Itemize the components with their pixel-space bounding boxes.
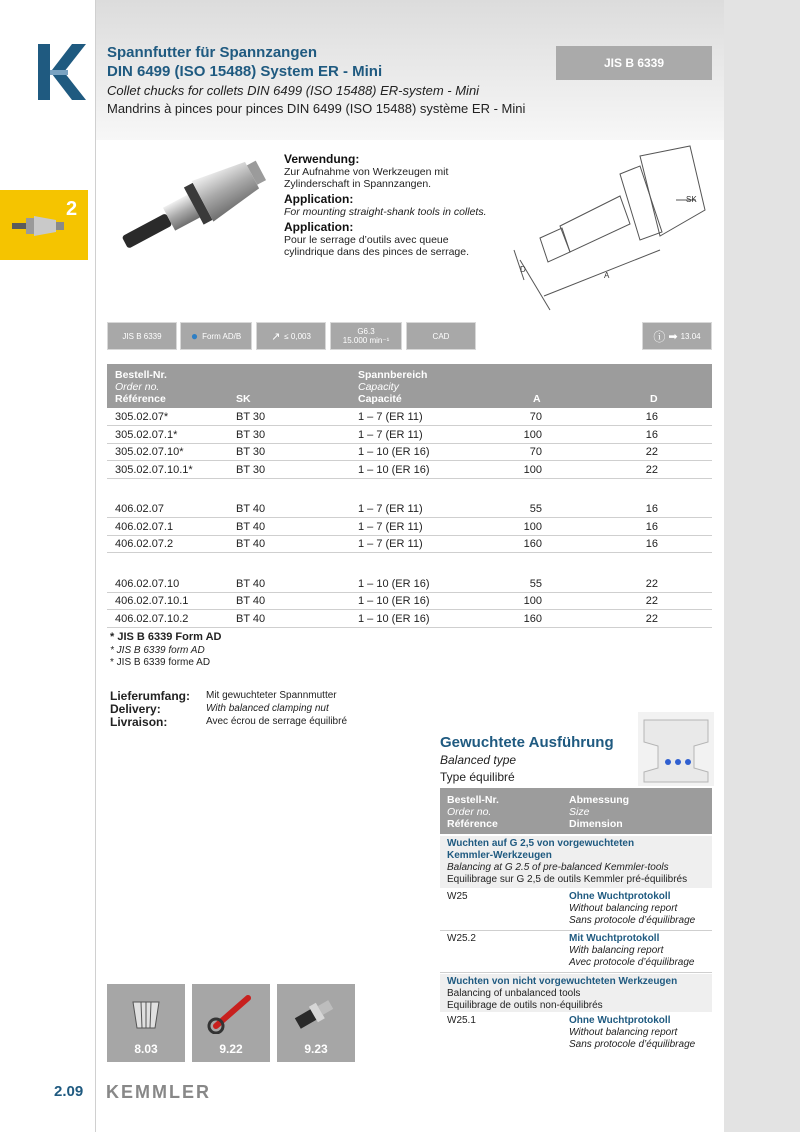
cell-d: 16 <box>645 428 658 441</box>
cell-sk: BT 40 <box>236 595 266 607</box>
cell-order-no: 406.02.07.10 <box>115 577 180 590</box>
usage-text-en: For mounting straight-shank tools in collets. <box>284 206 487 218</box>
delivery-label-fr: Livraison: <box>110 715 168 729</box>
row-en: Without balancing report <box>569 1027 678 1038</box>
balanced-holder-photo <box>638 712 714 786</box>
cell-sk: BT 40 <box>236 520 266 533</box>
usage-text-fr-2: cylindrique dans des pinces de serrage. <box>284 246 470 258</box>
cell-a: 100 <box>523 463 542 476</box>
cell-capacity: 1 – 7 (ER 11) <box>358 503 423 515</box>
brand-name: KEMMLER <box>106 1082 211 1102</box>
pull-stud-icon <box>291 992 341 1034</box>
bal-header-order-en: Order no. <box>447 806 492 818</box>
cell-sk: BT 40 <box>236 503 266 515</box>
right-margin-band <box>724 0 800 1132</box>
section2-de: Wuchten von nicht vorgewuchteten Werkzeugen <box>447 976 678 987</box>
bal-header-order-fr: Référence <box>447 818 498 830</box>
footnote-de: * JIS B 6339 Form AD <box>110 631 222 643</box>
drawing-label-a: A <box>604 271 610 280</box>
cell-a: 55 <box>529 503 542 515</box>
footnote-en: * JIS B 6339 form AD <box>110 645 205 656</box>
header-sk: SK <box>236 393 251 405</box>
kemmler-logo-icon <box>38 44 86 100</box>
header-order-fr: Référence <box>115 393 166 405</box>
cell-capacity: 1 – 10 (ER 16) <box>358 595 430 607</box>
section1-fr: Equilibrage sur G 2,5 de outils Kemmler pré-équilibrés <box>447 874 688 885</box>
table-row <box>107 501 712 518</box>
footnote-fr: * JIS B 6339 forme AD <box>110 657 211 668</box>
cell-sk: BT 40 <box>236 538 266 550</box>
cell-a: 160 <box>523 538 542 550</box>
title-fr: Mandrins à pinces pour pinces DIN 6499 (ISO 15488) système ER - Mini <box>107 101 526 116</box>
cell-order-no: 305.02.07.10* <box>115 446 184 458</box>
cell-a: 55 <box>529 577 542 590</box>
collet-icon <box>125 992 167 1034</box>
header-order-de: Bestell-Nr. <box>115 369 167 381</box>
accessory-tile-wrench[interactable] <box>192 984 270 1062</box>
usage-text-fr-1: Pour le serrage d’outils avec queue <box>284 234 449 246</box>
row-code: W25.1 <box>447 1015 476 1026</box>
section2-en: Balancing of unbalanced tools <box>447 988 581 999</box>
cell-order-no: 406.02.07.2 <box>115 538 174 550</box>
cell-sk: BT 30 <box>236 446 266 458</box>
cell-d: 16 <box>645 520 658 533</box>
row-fr: Sans protocole d’équilibrage <box>569 915 696 926</box>
balanced-row <box>440 889 712 931</box>
cell-capacity: 1 – 7 (ER 11) <box>358 520 423 533</box>
cell-d: 22 <box>645 446 658 458</box>
cell-order-no: 305.02.07* <box>115 411 169 423</box>
row-code: W25.2 <box>447 933 476 944</box>
cell-a: 100 <box>523 428 542 441</box>
table-row <box>107 519 712 536</box>
cell-capacity: 1 – 10 (ER 16) <box>358 446 430 458</box>
title-de-2: DIN 6499 (ISO 15488) System ER - Mini <box>107 63 383 80</box>
row-fr: Sans protocole d’équilibrage <box>569 1039 696 1050</box>
spec-runout-text: ≤ 0,003 <box>284 331 311 341</box>
row-fr: Avec protocole d’équilibrage <box>569 957 695 968</box>
bal-header-order-de: Bestell-Nr. <box>447 794 499 806</box>
spec-cad-text: CAD <box>432 331 450 341</box>
spec-form-text: Form AD/B <box>202 331 242 341</box>
cell-d: 22 <box>645 577 658 590</box>
accessory-ref: 8.03 <box>134 1042 158 1056</box>
title-en: Collet chucks for collets DIN 6499 (ISO 15488) ER-system - Mini <box>107 83 480 98</box>
section1-de-1: Wuchten auf G 2,5 von vorgewuchteten <box>447 838 635 849</box>
spec-info-ref: 13.04 <box>680 331 701 341</box>
cell-order-no: 406.02.07 <box>115 503 164 515</box>
spec-jis-text: JIS B 6339 <box>122 331 162 341</box>
cell-order-no: 406.02.07.10.2 <box>115 612 189 625</box>
accessory-ref: 9.22 <box>219 1042 243 1056</box>
row-de: Ohne Wuchtprotokoll <box>569 1015 671 1026</box>
cell-capacity: 1 – 7 (ER 11) <box>358 411 423 423</box>
delivery-text-de: Mit gewuchteter Spannmutter <box>206 690 337 701</box>
delivery-label-en: Delivery: <box>110 702 161 716</box>
balanced-row <box>440 931 712 973</box>
spec-form <box>180 322 252 350</box>
delivery-text-fr: Avec écrou de serrage équilibré <box>206 716 348 727</box>
usage-text-de-1: Zur Aufnahme von Werkzeugen mit <box>284 166 449 178</box>
delivery-label-de: Lieferumfang: <box>110 689 191 703</box>
arrow-right-icon: ➡ <box>668 330 678 343</box>
table-row <box>107 611 712 628</box>
balanced-table-header <box>440 788 712 834</box>
cell-a: 70 <box>529 446 542 458</box>
balanced-row <box>440 1013 712 1055</box>
header-a: A <box>533 393 541 405</box>
table-row <box>107 427 712 444</box>
drawing-label-sk: SK <box>686 195 697 204</box>
balanced-title-fr: Type équilibré <box>440 770 515 784</box>
cell-capacity: 1 – 7 (ER 11) <box>358 428 423 441</box>
spec-info[interactable] <box>642 322 712 350</box>
cell-sk: BT 30 <box>236 428 266 441</box>
cell-a: 70 <box>529 411 542 423</box>
cell-a: 160 <box>523 612 542 625</box>
spec-balance-speed: 15.000 min⁻¹ <box>342 336 390 345</box>
cell-d: 22 <box>645 463 658 476</box>
cell-d: 22 <box>645 612 658 625</box>
cell-capacity: 1 – 10 (ER 16) <box>358 612 430 625</box>
accessory-tile-collet[interactable] <box>107 984 185 1062</box>
cell-capacity: 1 – 10 (ER 16) <box>358 463 430 476</box>
cell-d: 16 <box>645 503 658 515</box>
drawing-label-d: D <box>520 265 526 274</box>
main-table-header <box>107 364 712 408</box>
bal-header-dim-en: Size <box>569 806 590 818</box>
table-row <box>107 409 712 426</box>
page-number: 2.09 <box>54 1083 84 1100</box>
cell-sk: BT 30 <box>236 411 266 423</box>
cell-order-no: 406.02.07.10.1 <box>115 595 189 607</box>
usage-label-de: Verwendung: <box>284 152 360 166</box>
chapter-number: 2 <box>66 198 78 220</box>
table-row <box>107 593 712 610</box>
section1-de-2: Kemmler-Werkzeugen <box>447 850 552 861</box>
left-margin <box>0 0 96 1132</box>
section2-fr: Equilibrage de outils non-équilibrés <box>447 1000 603 1011</box>
info-icon: ⓘ <box>653 329 666 344</box>
header-cap-en: Capacity <box>358 381 399 393</box>
usage-label-fr: Application: <box>284 220 354 234</box>
table-row <box>107 444 712 461</box>
cell-order-no: 305.02.07.10.1* <box>115 463 193 476</box>
cell-sk: BT 30 <box>236 463 266 476</box>
row-en: Without balancing report <box>569 903 678 914</box>
table-row <box>107 576 712 593</box>
wrench-icon <box>206 992 256 1034</box>
row-en: With balancing report <box>569 945 664 956</box>
cell-d: 16 <box>645 411 658 423</box>
balanced-section-1 <box>440 836 712 888</box>
row-code: W25 <box>447 891 468 902</box>
section1-en: Balancing at G 2.5 of pre-balanced Kemmler-tools <box>447 862 669 873</box>
table-row <box>107 536 712 553</box>
spec-jis <box>107 322 177 350</box>
header-order-en: Order no. <box>115 381 160 393</box>
cell-d: 22 <box>645 595 658 607</box>
technical-drawing <box>500 140 715 320</box>
balanced-title-en: Balanced type <box>440 753 517 767</box>
bal-header-dim-de: Abmessung <box>569 794 630 806</box>
product-photo <box>110 150 275 265</box>
delivery-text-en: With balanced clamping nut <box>206 703 329 714</box>
row-de: Mit Wuchtprotokoll <box>569 933 660 944</box>
cell-a: 100 <box>523 595 542 607</box>
tool-holder-icon <box>8 204 68 248</box>
bal-header-dim-fr: Dimension <box>569 818 623 830</box>
header-cap-de: Spannbereich <box>358 369 428 381</box>
cell-capacity: 1 – 10 (ER 16) <box>358 577 430 590</box>
balanced-title-de: Gewuchtete Ausführung <box>440 734 614 751</box>
title-de-1: Spannfutter für Spannzangen <box>107 44 317 61</box>
cell-order-no: 406.02.07.1 <box>115 520 174 533</box>
spec-balance <box>330 322 402 350</box>
jis-badge: JIS B 6339 <box>556 46 712 80</box>
row-de: Ohne Wuchtprotokoll <box>569 891 671 902</box>
coolant-drop-icon: ● <box>190 329 199 343</box>
cell-order-no: 305.02.07.1* <box>115 428 178 441</box>
usage-label-en: Application: <box>284 192 354 206</box>
cell-d: 16 <box>645 538 658 550</box>
cell-capacity: 1 – 7 (ER 11) <box>358 538 423 550</box>
cell-a: 100 <box>523 520 542 533</box>
spec-runout <box>256 322 326 350</box>
spec-cad[interactable] <box>406 322 476 350</box>
header-cap-fr: Capacité <box>358 393 402 405</box>
cell-sk: BT 40 <box>236 612 266 625</box>
accessory-ref: 9.23 <box>304 1042 328 1056</box>
accessory-tile-pull-stud[interactable] <box>277 984 355 1062</box>
table-row <box>107 462 712 479</box>
runout-arrow-icon: ↗ <box>271 330 281 343</box>
cell-sk: BT 40 <box>236 577 266 590</box>
header-d: D <box>650 393 658 405</box>
balanced-section-2 <box>440 974 712 1012</box>
usage-text-de-2: Zylinderschaft in Spannzangen. <box>284 178 432 190</box>
spec-balance-grade: G6.3 <box>357 327 375 336</box>
